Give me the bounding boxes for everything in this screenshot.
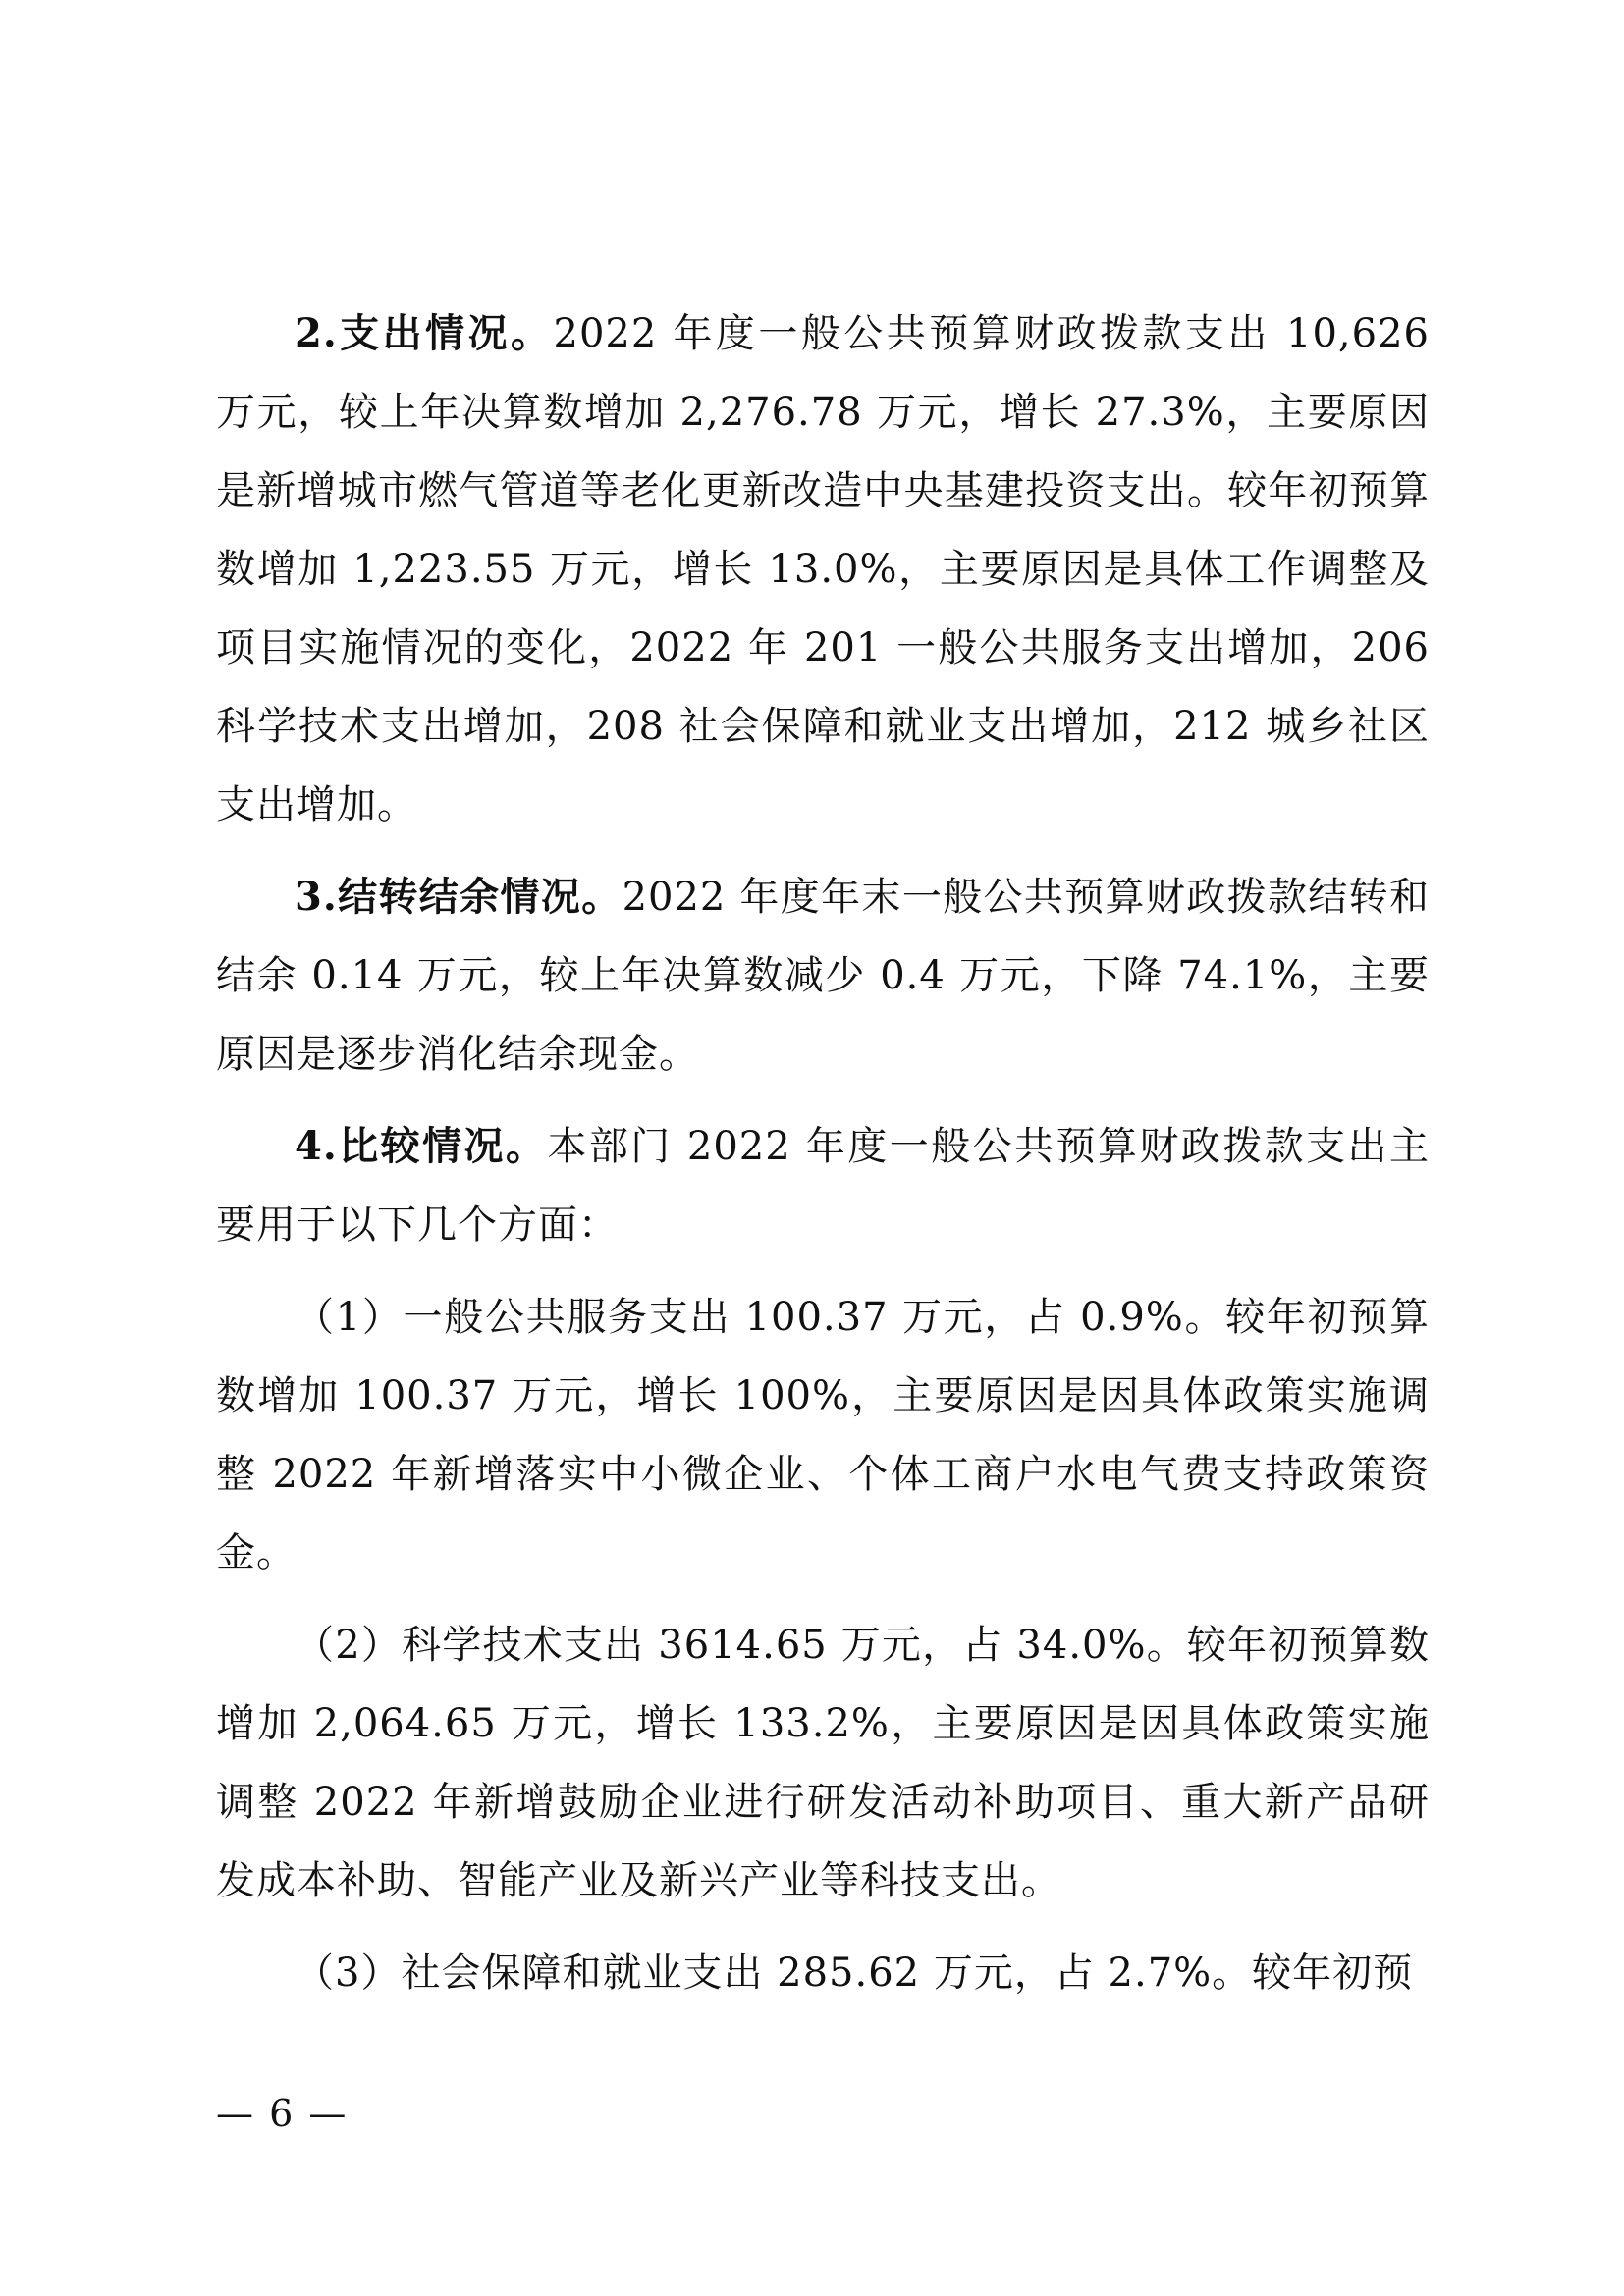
paragraph-comparison-text: 本部门 2022 年度一般公共预算财政拨款支出主要用于以下几个方面： <box>216 1124 1430 1248</box>
paragraph-expenditure-text: 2022 年度一般公共预算财政拨款支出 10,626 万元，较上年决算数增加 2,276.78 万元，增长 27.3%，主要原因是新增城市燃气管道等老化更新改造中央基建投资支出。较年初预算数增加 1,223.55 万元，增长 13.0%，主要原因是具体工作调整及项目实施情况的变化，2022 年 201 一般公共服务支出增加，206 科学技术支出增加，208 社会保障和就业支出增加，212 城乡社区支出增加。 <box>216 311 1430 828</box>
paragraph-item-3 <box>216 1934 1430 2012</box>
paragraph-carryover <box>216 858 1430 1094</box>
paragraph-item-3-text: （3）社会保障和就业支出 285.62 万元，占 2.7%。较年初预 <box>295 1950 1414 1996</box>
paragraph-carryover-text: 2022 年度年末一般公共预算财政拨款结转和结余 0.14 万元，较上年决算数减少 0.4 万元，下降 74.1%，主要原因是逐步消化结余现金。 <box>216 875 1431 1077</box>
paragraph-item-2 <box>216 1606 1430 1920</box>
heading-expenditure: 2.支出情况。 <box>295 310 554 356</box>
document-body <box>216 294 1430 2026</box>
page-number: — 6 — <box>216 2092 349 2135</box>
paragraph-expenditure <box>216 294 1430 844</box>
heading-carryover: 3.结转结余情况。 <box>295 874 623 920</box>
paragraph-item-1-text: （1）一般公共服务支出 100.37 万元，占 0.9%。较年初预算数增加 100.37 万元，增长 100%，主要原因是因具体政策实施调整 2022 年新增落实中小微企业、个体工商户水电气费支持政策资金。 <box>216 1295 1430 1575</box>
paragraph-comparison <box>216 1107 1430 1264</box>
paragraph-item-2-text: （2）科学技术支出 3614.65 万元，占 34.0%。较年初预算数增加 2,064.65 万元，增长 133.2%，主要原因是因具体政策实施调整 2022 年新增鼓励企业进行研发活动补助项目、重大新产品研发成本补助、智能产业及新兴产业等科技支出。 <box>216 1623 1430 1903</box>
paragraph-item-1 <box>216 1278 1430 1592</box>
heading-comparison: 4.比较情况。 <box>295 1123 548 1169</box>
